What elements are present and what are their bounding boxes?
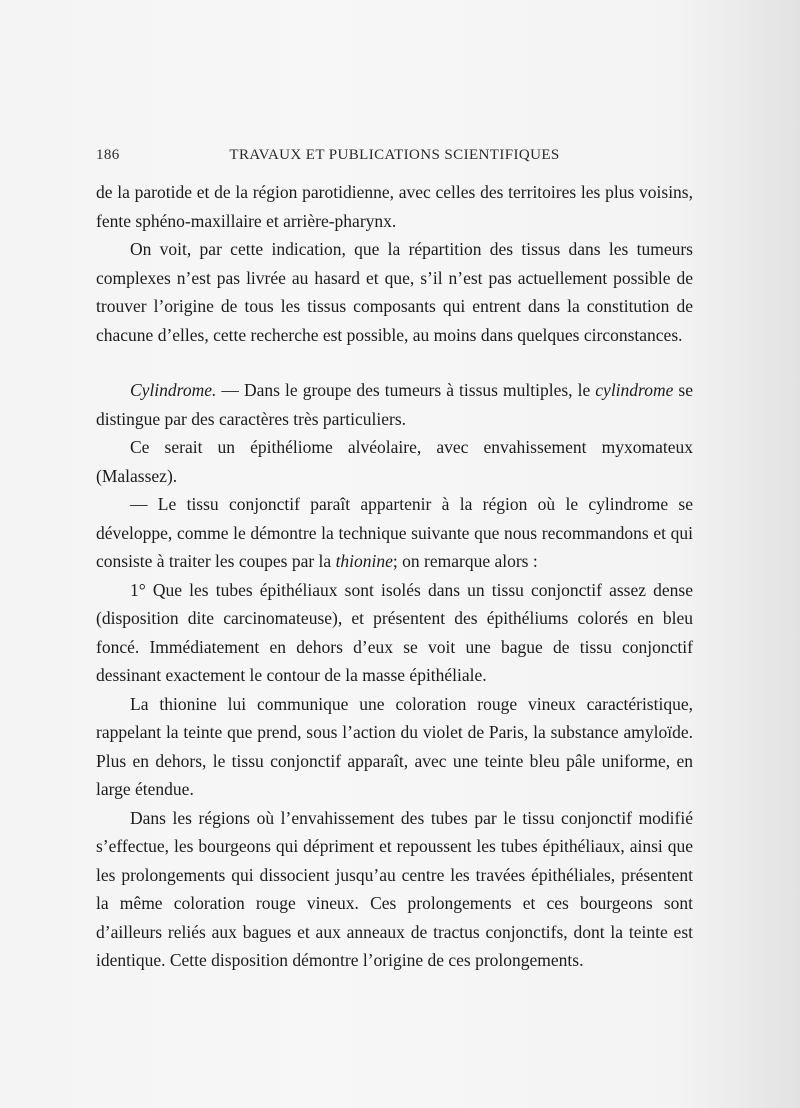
paragraph-8: Dans les régions où l’envahissement des tubes par le tissu conjonctif modifié s’effectue, les bourgeons qui dépriment et repoussent les tubes épithéliaux, ainsi que les prolongements qui dissocient jusqu’au centre les travées épithéliales, présentent la même coloration rouge vineux. Ces prolongements et ces bourgeons sont d’ailleurs reliés aux bagues et aux anneaux de tractus conjonctifs, dont la teinte est identique. Cette disposition démontre l’origine de ces prolongements. [96,807,693,970]
paragraph-7: La thionine lui communique une coloration rouge vineux caractéristique, rappelant la teinte que prend, sous l’action du violet de Paris, la substance amyloïde. Plus en dehors, le tissu conjonctif apparaît, avec une teinte bleu pâle uniforme, en large étendue. [96,693,693,799]
running-title: TRAVAUX ET PUBLICATIONS SCIENTIFIQUES [229,147,560,163]
paragraph-5-before: — Le tissu conjonctif paraît appartenir à la région où le cylindrome se développe, comme le démontre la technique suivante que nous recommandons et qui consiste à traiter les coupes par la [96,494,693,571]
term-thionine: thionine [335,551,393,571]
paragraph-6: 1° Que les tubes épithéliaux sont isolés dans un tissu conjonctif assez dense (disposition dite carcinomateuse), et présentent des épithéliums colorés en bleu foncé. Immédiatement en dehors d’eux se voit une bague de tissu conjonctif dessinant exactement le contour de la masse épithéliale. [96,579,693,685]
paragraph-4: Ce serait un épithéliome alvéolaire, avec envahissement myxomateux (Malassez). [96,437,693,486]
section-title-cylindrome: Cylindrome. [130,380,217,400]
page-number: 186 [96,147,120,163]
paragraph-5 [96,490,693,576]
paragraph-3-rest: se distingue par des caractères très particuliers. [96,380,694,429]
section-gap [96,349,693,376]
paragraph-3-lead: — Dans le groupe des tumeurs à tissus multiples, le [216,380,596,400]
paragraph-1: de la parotide et de la région parotidienne, avec celles des territoires les plus voisins, fente sphéno-maxillaire et arrière-pharynx. [96,182,693,231]
page-header [96,147,693,171]
paragraph-cylindrome [96,376,693,433]
body-text [96,178,693,975]
paragraph-2: On voit, par cette indication, que la répartition des tissus dans les tumeurs complexes n’est pas livrée au hasard et que, s’il n’est pas actuellement possible de trouver l’origine de tous les tissus composants qui entrent dans la constitution de chacune d’elles, cette recherche est possible, au moins dans quelques circonstances. [96,239,693,345]
paragraph-5-after: ; on remarque alors : [392,551,538,571]
term-cylindrome: cylindrome [595,380,674,400]
